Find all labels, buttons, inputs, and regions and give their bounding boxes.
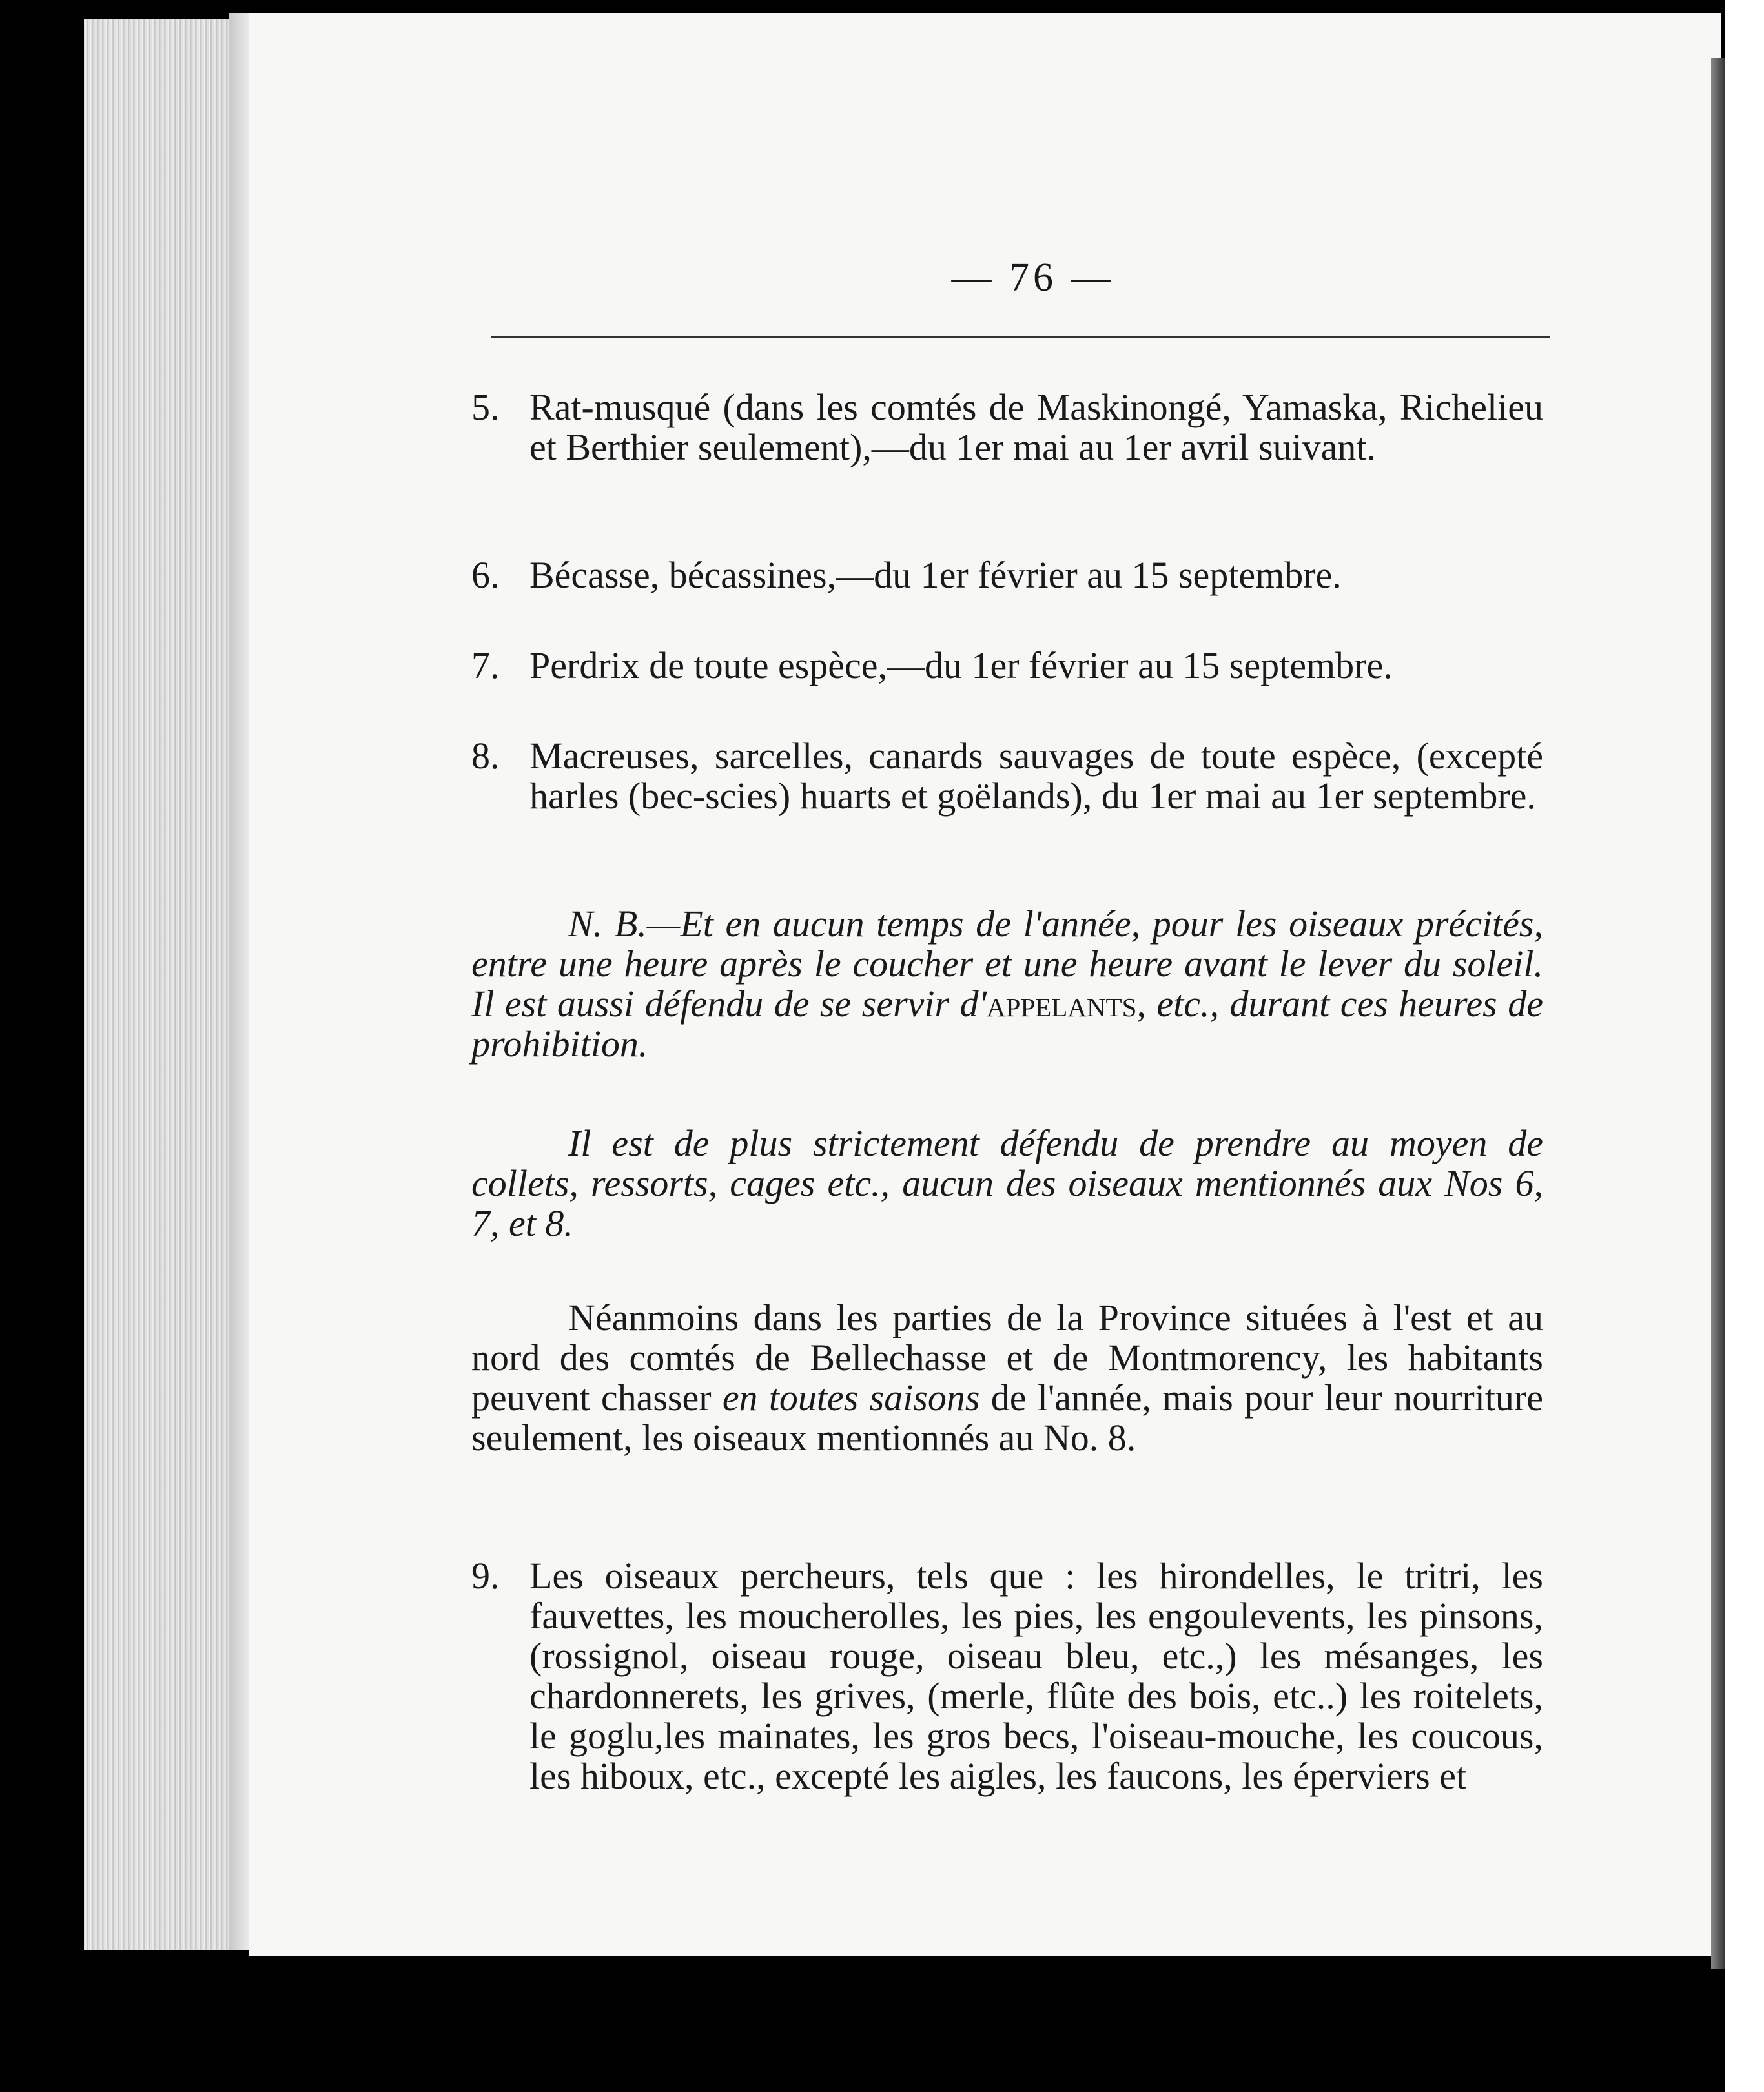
list-item-5 — [471, 387, 1543, 467]
list-item-9 — [471, 1556, 1543, 1796]
item-text: Rat-musqué (dans les comtés de Maskinongé, Yamaska, Richelieu et Berthier seulement),—du 1er mai au 1er avril suivant. — [529, 386, 1543, 468]
neanmoins-lead: Néanmoins dans les parties de la Province situées à l'est et au nord des comtés de Bellechasse et de Montmorency, les habitants peuvent chasser — [471, 1297, 1543, 1419]
page-number: — 76 — — [951, 256, 1115, 300]
nb-lead: N. B.—Et en aucun temps de l'année, pour les oiseaux précités, entre une heure après le coucher et une heure avant le lever du soleil. Il est aussi défendu de se servir d' — [471, 903, 1543, 1025]
neanmoins-paragraph — [471, 1298, 1543, 1458]
item-number: 8. — [471, 735, 500, 777]
neanmoins-tail: de l'année, mais pour leur nourriture seulement, les oiseaux mentionnés au No. 8. — [471, 1377, 1543, 1459]
page-stack-edges — [84, 19, 232, 1950]
list-item-6 — [471, 555, 1543, 595]
header-rule — [491, 336, 1550, 338]
item-number: 7. — [471, 644, 500, 686]
facing-page-edge — [1711, 58, 1725, 1969]
item-text: Macreuses, sarcelles, canards sauvages de toute espèce, (excepté harles (bec-scies) huarts et goëlands), du 1er mai au 1er septembre. — [529, 735, 1543, 817]
item-number: 5. — [471, 386, 500, 428]
list-item-7 — [471, 646, 1543, 686]
item-number: 6. — [471, 554, 500, 596]
nb-smallcaps: appelants — [987, 983, 1137, 1025]
item-number: 9. — [471, 1555, 500, 1597]
item-text: Perdrix de toute espèce,—du 1er février au 15 septembre. — [529, 644, 1393, 686]
nb-tail: , etc., durant ces heures de prohibition. — [471, 983, 1543, 1065]
list-item-8 — [471, 736, 1543, 816]
item-text: Bécasse, bécassines,—du 1er février au 15 septembre. — [529, 554, 1342, 596]
neanmoins-italic: en toutes saisons — [722, 1377, 980, 1419]
nota-bene-paragraph — [471, 904, 1543, 1064]
prohibition-paragraph: Il est de plus strictement défendu de prendre au moyen de collets, ressorts, cages etc., aucun des oiseaux mentionnés aux Nos 6, 7, et 8. — [471, 1122, 1543, 1244]
scan-margin — [1725, 0, 1764, 2092]
item-text: Les oiseaux percheurs, tels que : les hirondelles, le tritri, les fauvettes, les moucherolles, les pies, les engoulevents, les pinsons, (rossignol, oiseau rouge, oiseau bleu, etc.,) les mésanges, les chardonnerets, les grives, (merle, flûte des bois, etc..) les roitelets, le goglu,les mainates, les gros becs, l'oiseau-mouche, les coucous, les hiboux, etc., excepté les aigles, les faucons, les éperviers et — [529, 1555, 1543, 1797]
